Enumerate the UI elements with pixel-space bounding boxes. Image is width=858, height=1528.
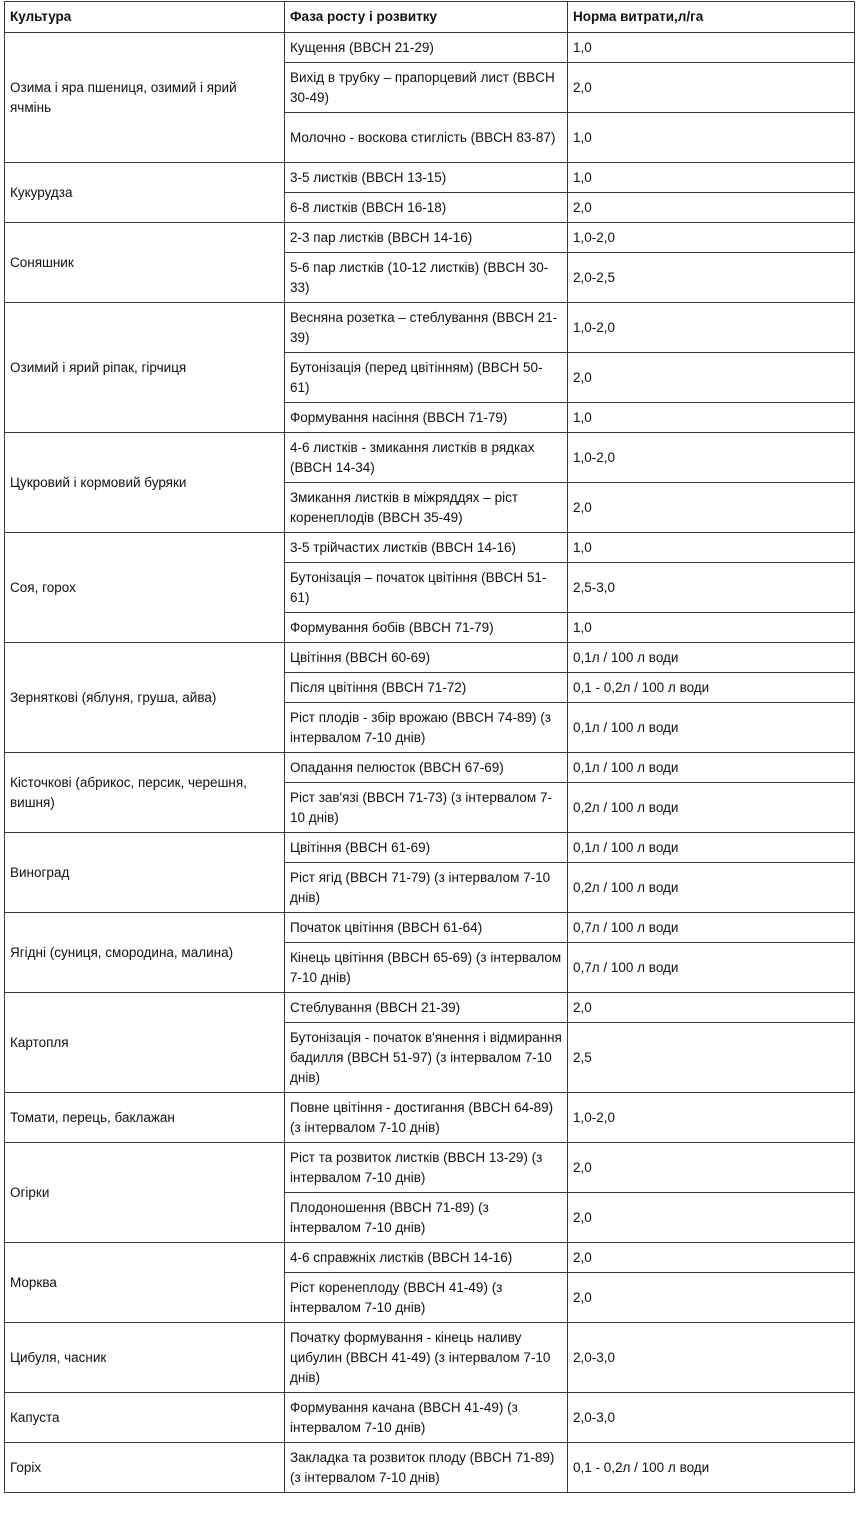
table-row	[5, 163, 855, 193]
crop-cell: Соя, горох	[5, 533, 285, 643]
header-rate: Норма витрати,л/га	[568, 2, 855, 33]
crop-cell: Ягідні (суниця, смородина, малина)	[5, 913, 285, 993]
phase-cell: 2-3 пар листків (BBCH 14-16)	[285, 223, 568, 253]
rate-cell: 2,0-3,0	[568, 1323, 855, 1393]
phase-cell: Ріст ягід (BBCH 71-79) (з інтервалом 7-10 днів)	[285, 863, 568, 913]
phase-cell: Початок цвітіння (BBCH 61-64)	[285, 913, 568, 943]
rate-cell: 1,0-2,0	[568, 1093, 855, 1143]
phase-cell: Бутонізація (перед цвітінням) (BBCH 50-61)	[285, 353, 568, 403]
phase-cell: Ріст зав'язі (BBCH 71-73) (з інтервалом 7-10 днів)	[285, 783, 568, 833]
phase-cell: Змикання листків в міжряддях – ріст коренеплодів (BBCH 35-49)	[285, 483, 568, 533]
crop-cell: Цибуля, часник	[5, 1323, 285, 1393]
phase-cell: 4-6 листків - змикання листків в рядках (BBCH 14-34)	[285, 433, 568, 483]
rate-cell: 1,0	[568, 613, 855, 643]
phase-cell: Формування качана (BBCH 41-49) (з інтервалом 7-10 днів)	[285, 1393, 568, 1443]
rate-cell: 2,5	[568, 1023, 855, 1093]
rate-cell: 0,7л / 100 л води	[568, 943, 855, 993]
phase-cell: 4-6 справжніх листків (BBCH 14-16)	[285, 1243, 568, 1273]
phase-cell: Цвітіння (BBCH 61-69)	[285, 833, 568, 863]
table-row	[5, 913, 855, 943]
phase-cell: Вихід в трубку – прапорцевий лист (BBCH 30-49)	[285, 63, 568, 113]
crop-cell: Кісточкові (абрикос, персик, черешня, вишня)	[5, 753, 285, 833]
table-row	[5, 1243, 855, 1273]
table-row	[5, 1323, 855, 1393]
rate-cell: 0,1 - 0,2л / 100 л води	[568, 673, 855, 703]
table-row	[5, 1093, 855, 1143]
rate-cell: 0,1л / 100 л води	[568, 833, 855, 863]
phase-cell: Стеблування (BBCH 21-39)	[285, 993, 568, 1023]
crop-cell: Огірки	[5, 1143, 285, 1243]
rate-cell: 0,1л / 100 л води	[568, 703, 855, 753]
rate-cell: 1,0	[568, 33, 855, 63]
table-row	[5, 433, 855, 483]
header-phase: Фаза росту і розвитку	[285, 2, 568, 33]
rate-cell: 1,0	[568, 113, 855, 163]
rate-cell: 2,0	[568, 993, 855, 1023]
crop-cell: Горіх	[5, 1443, 285, 1493]
phase-cell: Цвітіння (BBCH 60-69)	[285, 643, 568, 673]
table-row	[5, 223, 855, 253]
crop-cell: Томати, перець, баклажан	[5, 1093, 285, 1143]
table-row	[5, 1393, 855, 1443]
crop-cell: Цукровий і кормовий буряки	[5, 433, 285, 533]
rate-cell: 2,0-3,0	[568, 1393, 855, 1443]
table-row	[5, 33, 855, 63]
rate-cell: 0,1л / 100 л води	[568, 643, 855, 673]
table-row	[5, 1443, 855, 1493]
table-row	[5, 833, 855, 863]
crop-cell: Морква	[5, 1243, 285, 1323]
rate-cell: 0,7л / 100 л води	[568, 913, 855, 943]
phase-cell: Формування насіння (BBCH 71-79)	[285, 403, 568, 433]
rate-cell: 0,1 - 0,2л / 100 л води	[568, 1443, 855, 1493]
table-row	[5, 993, 855, 1023]
table-body	[5, 33, 855, 1493]
rate-cell: 0,1л / 100 л води	[568, 753, 855, 783]
rate-cell: 1,0	[568, 403, 855, 433]
crop-cell: Соняшник	[5, 223, 285, 303]
phase-cell: Бутонізація – початок цвітіння (BBCH 51-61)	[285, 563, 568, 613]
header-crop: Культура	[5, 2, 285, 33]
rate-cell: 1,0	[568, 533, 855, 563]
rate-cell: 0,2л / 100 л води	[568, 863, 855, 913]
rate-cell: 1,0-2,0	[568, 433, 855, 483]
phase-cell: Кінець цвітіння (BBCH 65-69) (з інтервалом 7-10 днів)	[285, 943, 568, 993]
phase-cell: Ріст плодів - збір врожаю (BBCH 74-89) (з інтервалом 7-10 днів)	[285, 703, 568, 753]
rate-cell: 2,0	[568, 193, 855, 223]
phase-cell: Кущення (BBCH 21-29)	[285, 33, 568, 63]
crop-cell: Озимий і ярий ріпак, гірчиця	[5, 303, 285, 433]
rate-cell: 2,0	[568, 483, 855, 533]
crop-cell: Озима і яра пшениця, озимий і ярий ячмінь	[5, 33, 285, 163]
phase-cell: Закладка та розвиток плоду (BBCH 71-89) (з інтервалом 7-10 днів)	[285, 1443, 568, 1493]
rate-cell: 2,0	[568, 1273, 855, 1323]
crop-cell: Капуста	[5, 1393, 285, 1443]
crop-cell: Зерняткові (яблуня, груша, айва)	[5, 643, 285, 753]
phase-cell: 5-6 пар листків (10-12 листків) (BBCH 30-33)	[285, 253, 568, 303]
phase-cell: 3-5 листків (BBCH 13-15)	[285, 163, 568, 193]
crop-cell: Кукурудза	[5, 163, 285, 223]
crop-cell: Картопля	[5, 993, 285, 1093]
table-row	[5, 303, 855, 353]
header-row	[5, 2, 855, 33]
table-row	[5, 643, 855, 673]
phase-cell: Опадання пелюсток (BBCH 67-69)	[285, 753, 568, 783]
phase-cell: Плодоношення (BBCH 71-89) (з інтервалом 7-10 днів)	[285, 1193, 568, 1243]
table-row	[5, 753, 855, 783]
table-header	[5, 2, 855, 33]
crop-cell: Виноград	[5, 833, 285, 913]
phase-cell: Початку формування - кінець наливу цибулин (BBCH 41-49) (з інтервалом 7-10 днів)	[285, 1323, 568, 1393]
phase-cell: Молочно - воскова стиглість (BBCH 83-87)	[285, 113, 568, 163]
rate-cell: 2,0-2,5	[568, 253, 855, 303]
rate-cell: 1,0-2,0	[568, 223, 855, 253]
table-row	[5, 1143, 855, 1193]
rate-cell: 1,0	[568, 163, 855, 193]
phase-cell: Ріст коренеплоду (BBCH 41-49) (з інтервалом 7-10 днів)	[285, 1273, 568, 1323]
rate-cell: 1,0-2,0	[568, 303, 855, 353]
rate-cell: 2,5-3,0	[568, 563, 855, 613]
rate-cell: 2,0	[568, 353, 855, 403]
phase-cell: Весняна розетка – стеблування (BBCH 21-39)	[285, 303, 568, 353]
phase-cell: Бутонізація - початок в'янення і відмирання бадилля (BBCH 51-97) (з інтервалом 7-10 днів)	[285, 1023, 568, 1093]
rate-cell: 2,0	[568, 1143, 855, 1193]
rate-cell: 2,0	[568, 1193, 855, 1243]
phase-cell: Ріст та розвиток листків (BBCH 13-29) (з інтервалом 7-10 днів)	[285, 1143, 568, 1193]
application-rates-table	[4, 1, 855, 1493]
table-row	[5, 533, 855, 563]
phase-cell: Повне цвітіння - достигання (BBCH 64-89) (з інтервалом 7-10 днів)	[285, 1093, 568, 1143]
rate-cell: 2,0	[568, 1243, 855, 1273]
phase-cell: Після цвітіння (BBCH 71-72)	[285, 673, 568, 703]
phase-cell: 3-5 трійчастих листків (BBCH 14-16)	[285, 533, 568, 563]
phase-cell: Формування бобів (BBCH 71-79)	[285, 613, 568, 643]
rate-cell: 2,0	[568, 63, 855, 113]
phase-cell: 6-8 листків (BBCH 16-18)	[285, 193, 568, 223]
rate-cell: 0,2л / 100 л води	[568, 783, 855, 833]
